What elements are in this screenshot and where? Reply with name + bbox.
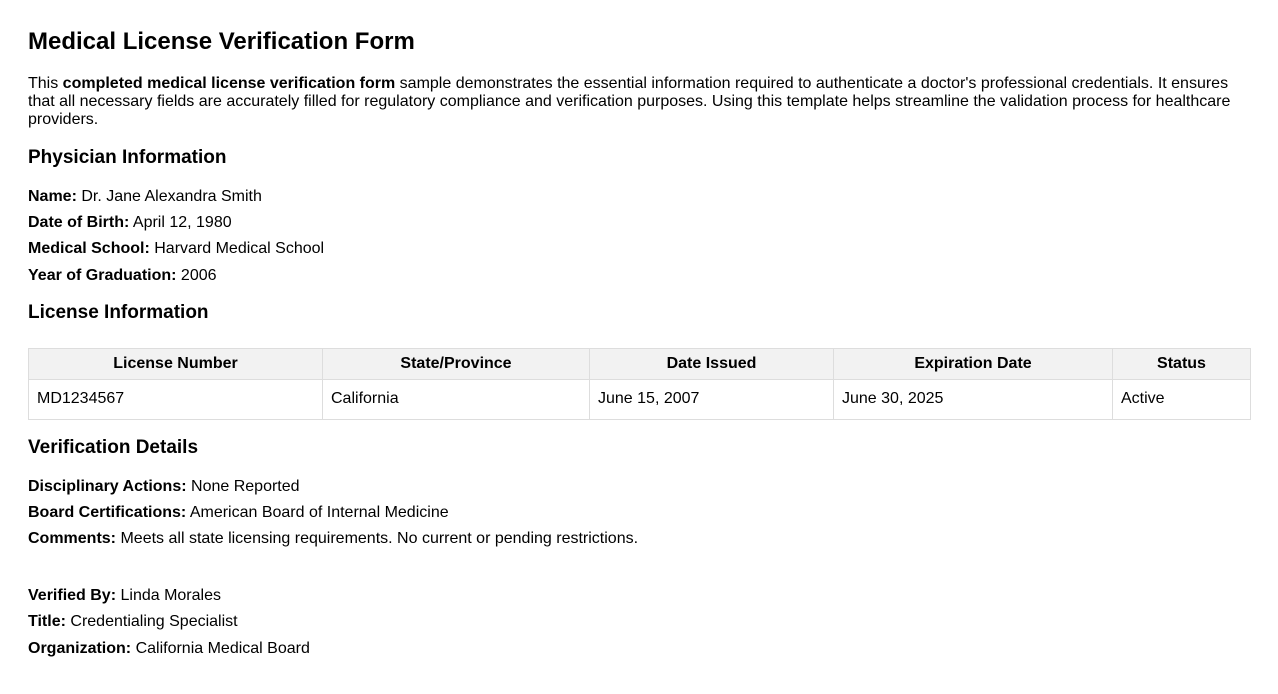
col-header-state-province: State/Province [323, 349, 590, 380]
field-verified-by-value: Linda Morales [120, 586, 221, 604]
cell-state-province: California [323, 380, 590, 419]
field-year-of-graduation-label: Year of Graduation: [28, 266, 177, 284]
field-name [28, 188, 1250, 206]
cell-date-issued: June 15, 2007 [590, 380, 834, 419]
field-board-certifications-label: Board Certifications: [28, 504, 187, 522]
field-title-value: Credentialing Specialist [70, 613, 238, 631]
license-information-heading: License Information [28, 302, 209, 324]
field-medical-school [28, 240, 1250, 258]
physician-information-heading: Physician Information [28, 146, 227, 168]
col-header-expiration-date: Expiration Date [834, 349, 1113, 380]
verification-details-heading: Verification Details [28, 436, 199, 458]
field-board-certifications-value: American Board of Internal Medicine [189, 504, 449, 522]
field-disciplinary-actions-value: None Reported [191, 477, 300, 495]
cell-status: Active [1113, 380, 1251, 419]
intro-text-bold: completed medical license verification form [62, 74, 396, 92]
field-medical-school-value: Harvard Medical School [154, 240, 325, 258]
field-date-of-birth-label: Date of Birth: [28, 214, 130, 231]
intro-text-pre: This [28, 74, 63, 92]
field-date-of-birth [28, 214, 1250, 232]
license-table [28, 348, 1251, 420]
field-disciplinary-actions-label: Disciplinary Actions: [28, 477, 187, 495]
table-header-row [29, 349, 1251, 380]
field-name-value: Dr. Jane Alexandra Smith [81, 187, 262, 205]
field-verified-by [28, 587, 1250, 605]
cell-expiration-date: June 30, 2025 [834, 380, 1113, 419]
field-organization-value: California Medical Board [135, 639, 310, 657]
field-medical-school-label: Medical School: [28, 240, 150, 258]
signature-block [28, 587, 1250, 658]
field-year-of-graduation-value: 2006 [180, 266, 217, 284]
field-comments-label: Comments: [28, 530, 117, 548]
intro-text-rest: sample demonstrates the essential information required to authenticate a doctor's professional credentials. It ensures that all necessary fields are accurately filled for regulatory compliance and verification purposes. Using this template helps streamline the validation process for healthcare providers. [28, 74, 1231, 129]
field-verified-by-label: Verified By: [28, 586, 117, 604]
field-year-of-graduation [28, 267, 1250, 285]
field-comments [28, 530, 1250, 548]
field-title [28, 613, 1250, 631]
col-header-date-issued: Date Issued [590, 349, 834, 380]
field-organization-label: Organization: [28, 639, 132, 657]
field-date-of-birth-value: April 12, 1980 [132, 214, 232, 231]
field-comments-value: Meets all state licensing requirements. No current or pending restrictions. [120, 530, 639, 548]
table-row [29, 380, 1251, 419]
col-header-status: Status [1113, 349, 1251, 380]
field-name-label: Name: [28, 187, 77, 205]
field-title-label: Title: [28, 613, 66, 631]
col-header-license-number: License Number [29, 349, 323, 380]
field-disciplinary-actions [28, 478, 1250, 496]
intro-paragraph [28, 75, 1250, 130]
page-title: Medical License Verification Form [28, 28, 415, 55]
field-organization [28, 640, 1250, 658]
field-board-certifications [28, 504, 1250, 522]
cell-license-number: MD1234567 [29, 380, 323, 419]
